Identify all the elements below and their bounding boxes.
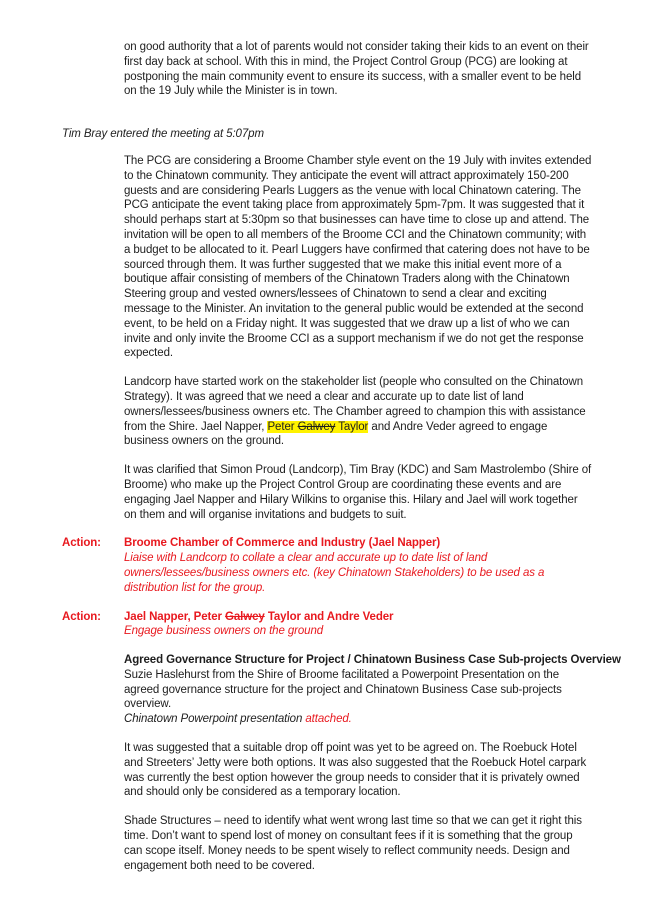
- stakeholder-text-before: Landcorp have started work on the stakeholder list (people who consulted on the Chinatown Strategy). It was agreed that we need a clear and accurate up to date list of land owners/lessees/business owners etc. The Chamber agreed to champion this with assistance from the Shire. Jael Napper,: [124, 376, 586, 433]
- action-2-body: [124, 610, 593, 640]
- attachment-note-red: attached.: [305, 713, 352, 726]
- action-2-title-post: Taylor and Andre Veder: [264, 610, 394, 623]
- action-1-label: Action:: [62, 537, 101, 550]
- governance-section: [124, 653, 621, 727]
- action-1-title: Broome Chamber of Commerce and Industry (Jael Napper): [124, 537, 441, 550]
- governance-body-text: Suzie Haslehurst from the Shire of Broome facilitated a Powerpoint Presentation on the agreed governance structure for the project and Chinatown Business Case sub-projects overview.: [124, 668, 562, 711]
- paragraph-dropoff-point: It was suggested that a suitable drop off point was yet to be agreed on. The Roebuck Hotel and Streeters’ Jetty were both options. It was also suggested that the Roebuck Hotel carpark was currently the best option however the group needs to consider that it is privately owned and should only be considered as a temporary location.: [124, 742, 587, 799]
- paragraph-intro: on good authority that a lot of parents would not consider taking their kids to an event on their first day back at school. With this in mind, the Project Control Group (PCG) are looking at postponing the main community event to ensure its success, with a smaller event to be held on the 19 July while the Minister is in town.: [124, 41, 589, 98]
- action-2-title-pre: Jael Napper, Peter: [124, 610, 226, 623]
- section-heading: Agreed Governance Structure for Project / Chinatown Business Case Sub-projects Overview: [124, 654, 621, 667]
- attachment-note-text: Chinatown Powerpoint presentation: [124, 713, 306, 726]
- paragraph-shade-structures: Shade Structures – need to identify what went wrong last time so that we can get it right this time. Don’t want to spend lost of money on consultant fees if it is something that the group can scope itself. Money needs to be spent wisely to reflect community needs. Design and engagement both need to be covered.: [124, 815, 582, 872]
- attachment-note: [124, 712, 593, 727]
- strikethrough-name-red: Galwey: [225, 610, 265, 623]
- action-1-body: [124, 536, 593, 595]
- paragraph-project-control: It was clarified that Simon Proud (Landcorp), Tim Bray (KDC) and Sam Mastrolembo (Shire of Broome) who make up the Project Control Group are coordinating these events and are engaging Jael Napper and Hilary Wilkins to organise this. Hilary and Jael will work together on them and will organise invitations and budgets to suit.: [124, 464, 592, 521]
- paragraph-pcg-event: The PCG are considering a Broome Chamber style event on the 19 July with invites extended to the Chinatown community. They anticipate the event will attract approximately 150-200 guests and are considering Pearls Luggers as the venue with local Chinatown catering. The PCG anticipate the event taking place from approximately 5pm-7pm. It was suggested that it should perhaps start at 5:30pm so that businesses can have time to close up and attend. The invitation will be open to all members of the Broome CCI and the Chinatown community; with a budget to be allocated to it. Pearl Luggers have confirmed that catering does not have to be sourced through them. It was further suggested that we make this initial event more of a boutique affair consisting of members of the Chinatown Traders along with the Chinatown Steering group and vested owners/lessees of Chinatown to send a clear and exciting message to the Minister. An invitation to the general public would be extended at the second event, to be held on a Friday night. It was suggested that we draw up a list of who we can invite and only invite the Broome CCI as a support mechanism if we do not get the response expected.: [124, 154, 592, 360]
- highlight-text-post: Taylor: [335, 420, 369, 433]
- action-block-2: [62, 610, 593, 640]
- action-1-detail: Liaise with Landcorp to collate a clear and accurate up to date list of land owners/lessees/business owners etc. (key Chinatown Stakeholders) to be used as a distribution list for the group.: [124, 552, 545, 594]
- action-block-1: [62, 536, 593, 595]
- highlighted-name: [267, 421, 368, 433]
- action-2-detail: Engage business owners on the ground: [124, 625, 324, 638]
- highlight-text-pre: Peter: [267, 420, 298, 433]
- meeting-entry-note: Tim Bray entered the meeting at 5:07pm: [62, 128, 264, 141]
- action-2-label: Action:: [62, 610, 101, 623]
- strikethrough-name: Galwey: [297, 420, 336, 433]
- paragraph-stakeholder-list: [124, 375, 593, 449]
- document-content: [62, 40, 621, 887]
- stakeholder-text-after: and Andre Veder agreed to engage business owners on the ground.: [124, 420, 548, 448]
- action-2-title: [124, 610, 593, 625]
